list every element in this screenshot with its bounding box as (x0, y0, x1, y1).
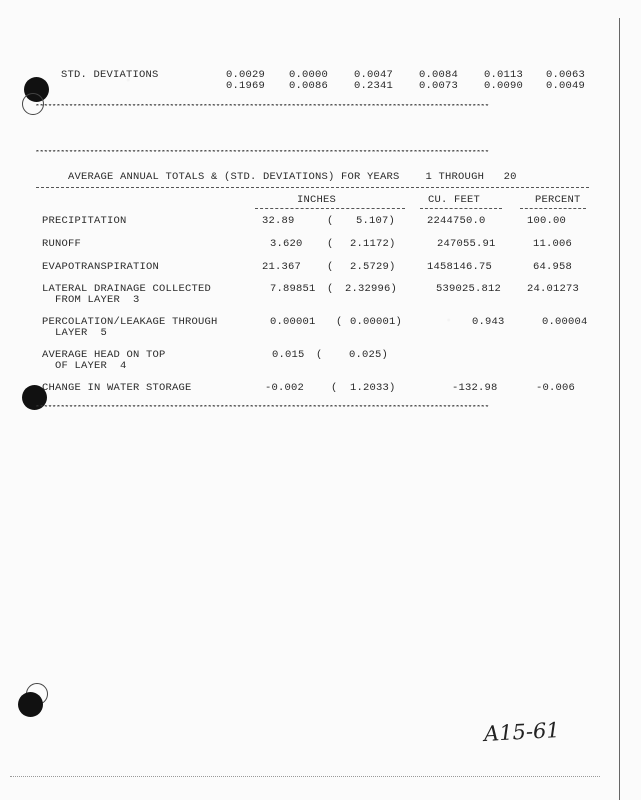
row-percent: 11.006 (533, 238, 573, 250)
row-label-cont: LAYER 5 (42, 327, 108, 339)
row-percent: 64.958 (533, 261, 573, 273)
row-percent: 24.01273 (527, 283, 580, 295)
std-dev-row1-c6: 0.0063 (546, 69, 586, 81)
header-underline-cu-feet (420, 208, 502, 209)
header-underline-inches (255, 208, 405, 209)
row-open-paren: ( (336, 316, 343, 328)
header-underline-percent (520, 208, 586, 209)
std-dev-row1-c1: 0.0029 (226, 69, 266, 81)
summary-title: AVERAGE ANNUAL TOTALS & (STD. DEVIATIONS) FOR YEARS 1 THROUGH 20 (68, 171, 517, 183)
row-label: PERCOLATION/LEAKAGE THROUGH (42, 316, 218, 328)
row-std-dev: 0.025) (349, 349, 389, 361)
std-dev-row1-c2: 0.0000 (289, 69, 329, 81)
std-dev-row2-c5: 0.0090 (484, 80, 524, 92)
row-label: PRECIPITATION (42, 215, 127, 227)
row-cu-feet: 539025.812 (436, 283, 502, 295)
row-std-dev: 0.00001) (350, 316, 403, 328)
row-label: EVAPOTRANSPIRATION (42, 261, 160, 273)
row-label-cont: OF LAYER 4 (42, 360, 127, 372)
std-dev-label: STD. DEVIATIONS (61, 69, 159, 81)
row-label: RUNOFF (42, 238, 82, 250)
row-inches: 32.89 (262, 215, 295, 227)
row-cu-feet: 0.943 (472, 316, 505, 328)
separator-stars-1: ************************************************************************************************************ (35, 104, 489, 111)
binder-hole-bottom (18, 692, 43, 717)
row-std-dev: 2.5729) (350, 261, 396, 273)
std-dev-row1-c3: 0.0047 (354, 69, 394, 81)
row-cu-feet: 2244750.0 (427, 215, 486, 227)
header-percent: PERCENT (535, 194, 581, 206)
row-inches: 3.620 (270, 238, 303, 250)
row-percent: -0.006 (536, 382, 576, 394)
separator-stars-3: ************************************************************************************************************ (35, 405, 489, 412)
row-std-dev: 5.107) (356, 215, 396, 227)
row-label: AVERAGE HEAD ON TOP (42, 349, 166, 361)
row-inches: -0.002 (265, 382, 305, 394)
std-dev-row2-c1: 0.1969 (226, 80, 266, 92)
row-inches: 0.015 (272, 349, 305, 361)
scan-edge-line (619, 18, 620, 800)
row-inches: 0.00001 (270, 316, 316, 328)
std-dev-row2-c6: 0.0049 (546, 80, 586, 92)
separator-stars-2: ************************************************************************************************************ (35, 150, 489, 157)
title-underline (36, 187, 589, 188)
row-cu-feet: 247055.91 (437, 238, 496, 250)
row-std-dev: 2.32996) (345, 283, 398, 295)
header-cu-feet: CU. FEET (428, 194, 481, 206)
row-open-paren: ( (327, 215, 334, 227)
row-cu-feet: -132.98 (452, 382, 498, 394)
row-percent: 100.00 (527, 215, 567, 227)
row-label: LATERAL DRAINAGE COLLECTED (42, 283, 212, 295)
row-open-paren: ( (327, 283, 334, 295)
row-label-cont: FROM LAYER 3 (42, 294, 140, 306)
row-std-dev: 2.1172) (350, 238, 396, 250)
handwritten-page-number: A15-61 (483, 718, 561, 746)
row-open-paren: ( (327, 261, 334, 273)
std-dev-row1-c5: 0.0113 (484, 69, 524, 81)
std-dev-row2-c3: 0.2341 (354, 80, 394, 92)
std-dev-row2-c4: 0.0073 (419, 80, 459, 92)
std-dev-row1-c4: 0.0084 (419, 69, 459, 81)
row-inches: 7.89851 (270, 283, 316, 295)
row-percent: 0.00004 (542, 316, 588, 328)
row-cu-feet: 1458146.75 (427, 261, 493, 273)
row-open-paren: ( (316, 349, 323, 361)
bottom-scan-line (10, 776, 600, 777)
row-open-paren: ( (331, 382, 338, 394)
row-label: CHANGE IN WATER STORAGE (42, 382, 192, 394)
row-open-paren: ( (327, 238, 334, 250)
header-inches: INCHES (297, 194, 337, 206)
std-dev-row2-c2: 0.0086 (289, 80, 329, 92)
row-inches: 21.367 (262, 261, 302, 273)
row-std-dev: 1.2033) (350, 382, 396, 394)
